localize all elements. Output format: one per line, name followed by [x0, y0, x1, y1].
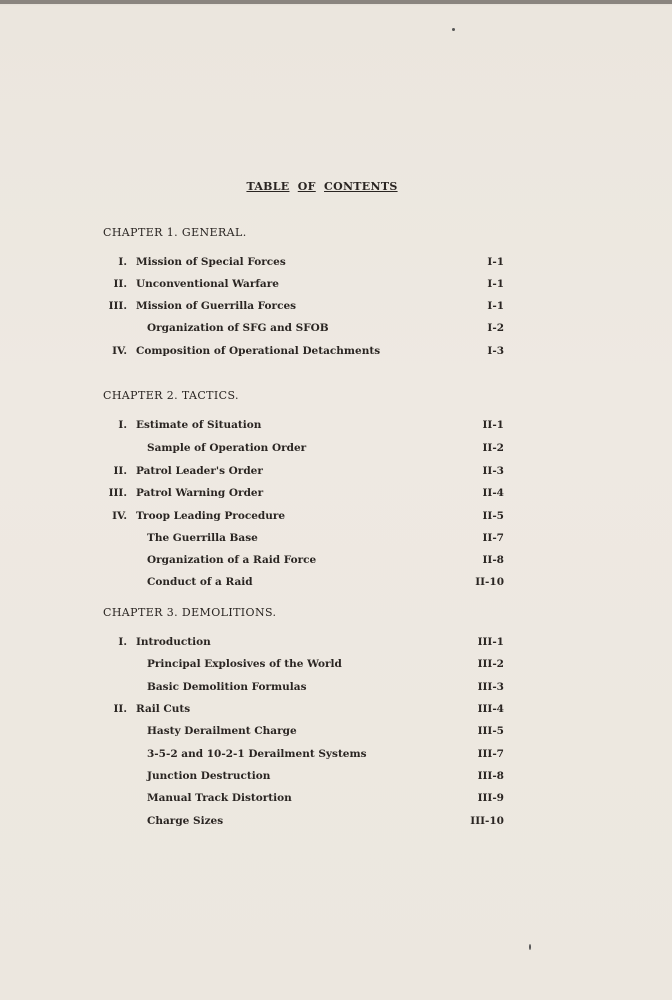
entry-title: 3-5-2 and 10-2-1 Derailment Systems [147, 748, 367, 760]
toc-entry [0, 532, 672, 548]
toc-entry [0, 442, 672, 458]
toc-entry [0, 345, 672, 361]
title-word: TABLE [246, 180, 290, 193]
entry-number: I. [118, 256, 127, 268]
entry-page: III-8 [477, 770, 504, 782]
entry-number: III. [108, 300, 127, 312]
entry-title: Basic Demolition Formulas [147, 681, 307, 693]
entry-page: II-10 [475, 576, 504, 588]
entry-title: Mission of Guerrilla Forces [136, 300, 297, 312]
toc-entry [0, 770, 672, 786]
chapter-heading: CHAPTER 3. DEMOLITIONS. [103, 606, 277, 619]
toc-entry [0, 322, 672, 338]
entry-title: Estimate of Situation [136, 419, 262, 431]
toc-entry [0, 278, 672, 294]
toc-entry [0, 681, 672, 697]
entry-title: Charge Sizes [147, 815, 224, 827]
title-word: CONTENTS [324, 180, 398, 193]
paper-speck [452, 28, 455, 31]
toc-entry [0, 510, 672, 526]
entry-page: I-3 [487, 345, 504, 357]
entry-title: Junction Destruction [147, 770, 271, 782]
entry-title: Hasty Derailment Charge [147, 725, 297, 737]
entry-title: Composition of Operational Detachments [136, 345, 381, 357]
toc-entry [0, 725, 672, 741]
entry-page: II-2 [482, 442, 504, 454]
entry-title: Mission of Special Forces [136, 256, 286, 268]
entry-page: II-1 [482, 419, 504, 431]
entry-number: II. [113, 278, 127, 290]
entry-page: III-4 [477, 703, 504, 715]
entry-title: Patrol Leader's Order [136, 465, 263, 477]
entry-title: Organization of SFG and SFOB [147, 322, 329, 334]
entry-title: The Guerrilla Base [147, 532, 258, 544]
toc-entry [0, 554, 672, 570]
toc-entry [0, 300, 672, 316]
entry-number: IV. [112, 510, 127, 522]
entry-page: I-1 [487, 256, 504, 268]
toc-entry [0, 748, 672, 764]
entry-title: Principal Explosives of the World [147, 658, 342, 670]
entry-title: Rail Cuts [136, 703, 191, 715]
entry-title: Organization of a Raid Force [147, 554, 317, 566]
entry-number: III. [108, 487, 127, 499]
toc-entry [0, 703, 672, 719]
entry-title: Introduction [136, 636, 211, 648]
entry-page: II-4 [482, 487, 504, 499]
toc-entry [0, 487, 672, 503]
entry-number: I. [118, 419, 127, 431]
entry-title: Sample of Operation Order [147, 442, 307, 454]
toc-entry [0, 658, 672, 674]
toc-entry [0, 636, 672, 652]
entry-page: III-2 [477, 658, 504, 670]
entry-page: III-10 [470, 815, 504, 827]
toc-entry [0, 792, 672, 808]
toc-entry [0, 256, 672, 272]
entry-page: II-5 [482, 510, 504, 522]
entry-number: II. [113, 703, 127, 715]
entry-page: III-9 [477, 792, 504, 804]
paper-speck [529, 944, 531, 950]
entry-page: II-3 [482, 465, 504, 477]
entry-number: II. [113, 465, 127, 477]
entry-title: Troop Leading Procedure [136, 510, 286, 522]
chapter-heading: CHAPTER 1. GENERAL. [103, 226, 247, 239]
entry-page: II-8 [482, 554, 504, 566]
entry-number: I. [118, 636, 127, 648]
scan-edge [0, 0, 672, 4]
entry-title: Patrol Warning Order [136, 487, 264, 499]
entry-page: III-1 [477, 636, 504, 648]
title-word: OF [297, 180, 316, 193]
entry-page: I-1 [487, 300, 504, 312]
entry-number: IV. [112, 345, 127, 357]
entry-title: Manual Track Distortion [147, 792, 292, 804]
entry-page: II-7 [482, 532, 504, 544]
entry-page: III-3 [477, 681, 504, 693]
entry-page: I-1 [487, 278, 504, 290]
entry-page: I-2 [487, 322, 504, 334]
toc-entry [0, 419, 672, 435]
toc-entry [0, 576, 672, 592]
chapter-heading: CHAPTER 2. TACTICS. [103, 389, 239, 402]
entry-title: Conduct of a Raid [147, 576, 253, 588]
toc-entry [0, 815, 672, 831]
entry-page: III-7 [477, 748, 504, 760]
page-title [0, 180, 644, 193]
entry-title: Unconventional Warfare [136, 278, 279, 290]
entry-page: III-5 [477, 725, 504, 737]
toc-entry [0, 465, 672, 481]
